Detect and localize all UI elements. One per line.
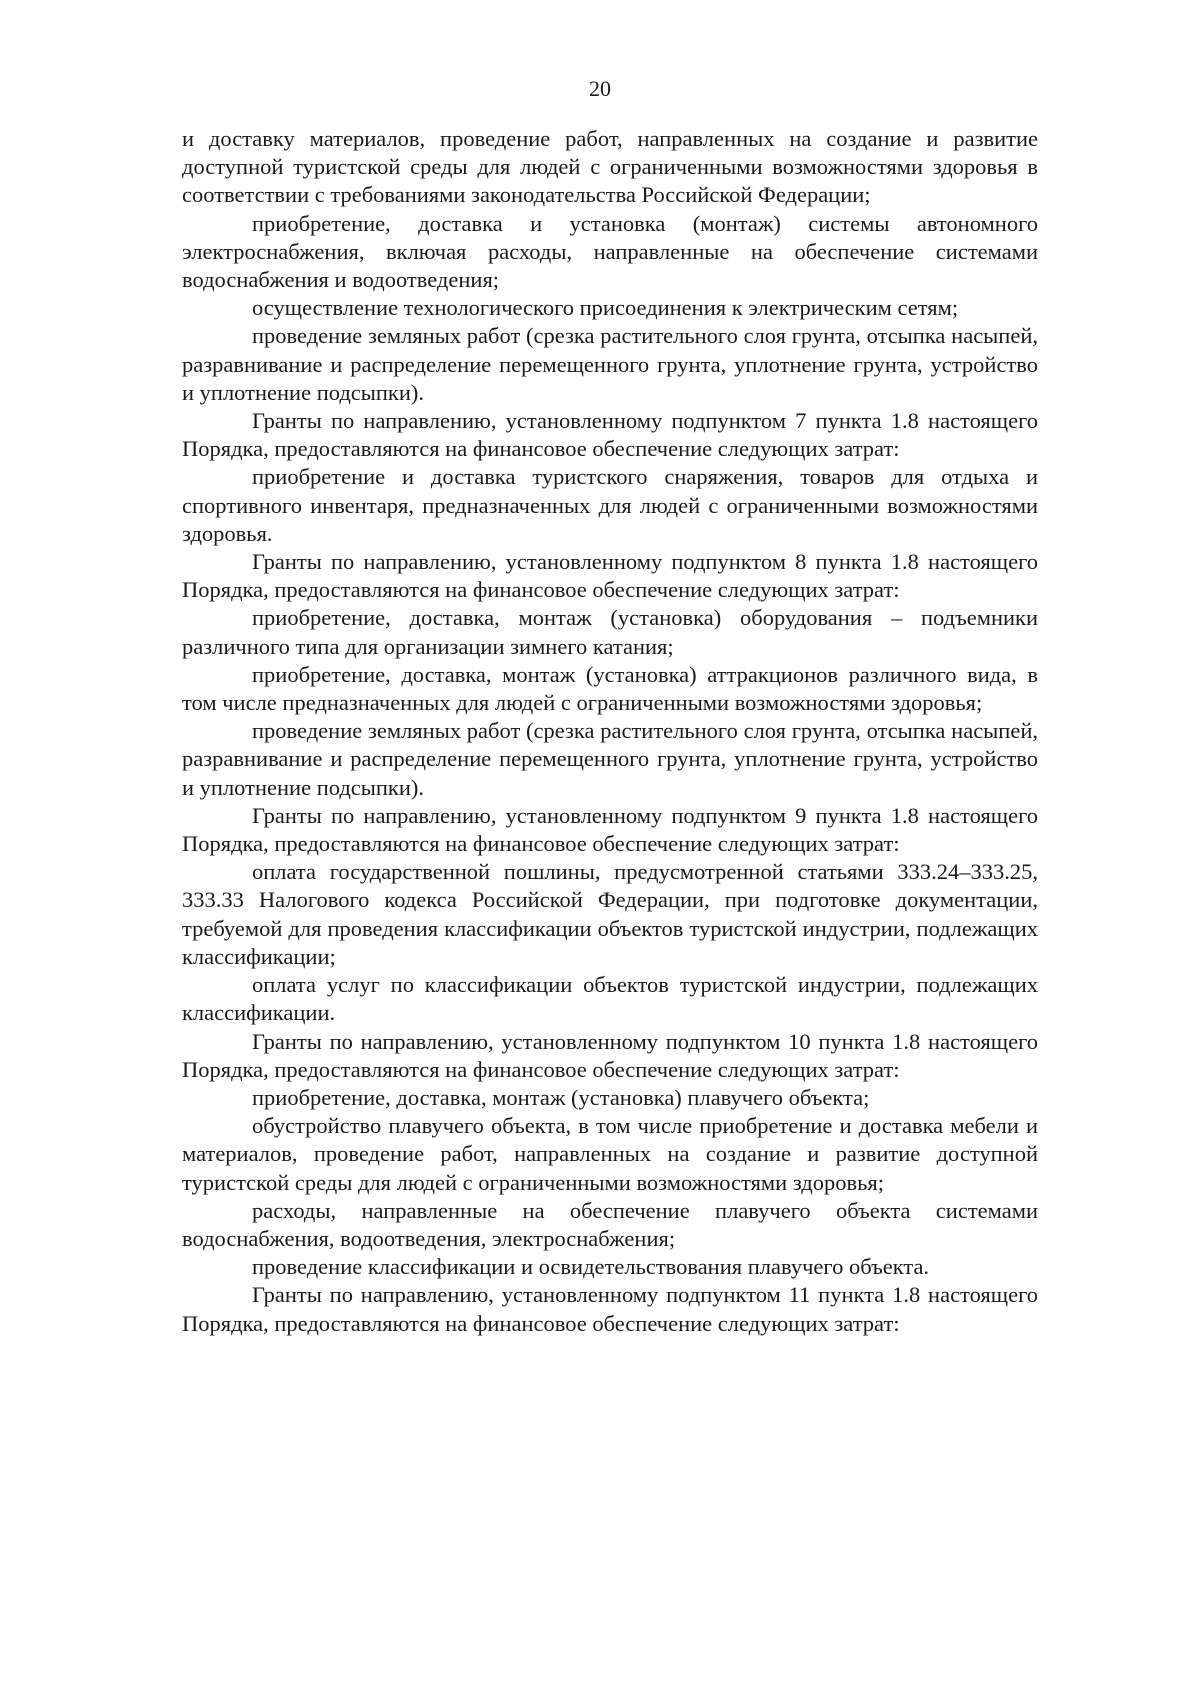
paragraph: приобретение, доставка и установка (монтаж) системы автономного электроснабжения, включая расходы, направленные на обеспечение системами водоснабжения и водоотведения; [182, 210, 1038, 293]
document-body [182, 125, 1038, 1338]
paragraph: приобретение, доставка, монтаж (установка) плавучего объекта; [252, 1084, 870, 1110]
paragraph: расходы, направленные на обеспечение плавучего объекта системами водоснабжения, водоотведения, электроснабжения; [182, 1197, 1038, 1251]
paragraph: Гранты по направлению, установленному подпунктом 9 пункта 1.8 настоящего Порядка, предоставляются на финансовое обеспечение следующих затрат: [182, 802, 1038, 857]
paragraph: Гранты по направлению, установленному подпунктом 7 пункта 1.8 настоящего Порядка, предоставляются на финансовое обеспечение следующих затрат: [182, 408, 1038, 462]
paragraph: проведение земляных работ (срезка растительного слоя грунта, отсыпка насыпей, разравнивание и распределение перемещенного грунта, уплотнение грунта, устройство и уплотнение подсыпки). [182, 718, 1038, 800]
paragraph: оплата государственной пошлины, предусмотренной статьями 333.24–333.25, 333.33 Налогового кодекса Российской Федерации, при подготовке документации, требуемой для проведения классификации объектов туристской индустрии, подлежащих классификации; [182, 859, 1038, 969]
paragraph: оплата услуг по классификации объектов туристской индустрии, подлежащих классификации. [182, 972, 1038, 1026]
paragraph: обустройство плавучего объекта, в том числе приобретение и доставка мебели и материалов, проведение работ, направленных на создание и развитие доступной туристской среды для людей с ограниченными возможностями здоровья; [182, 1113, 1038, 1195]
paragraph: приобретение, доставка, монтаж (установка) оборудования – подъемники различного типа для организации зимнего катания; [182, 605, 1038, 659]
paragraph: осуществление технологического присоединения к электрическим сетям; [252, 295, 959, 321]
page-number: 20 [589, 76, 611, 101]
paragraph: приобретение и доставка туристского снаряжения, товаров для отдыха и спортивного инвентаря, предназначенных для людей с ограниченными возможностями здоровья. [182, 464, 1038, 546]
paragraph: проведение земляных работ (срезка растительного слоя грунта, отсыпка насыпей, разравнивание и распределение перемещенного грунта, уплотнение грунта, устройство и уплотнение подсыпки). [182, 323, 1038, 405]
paragraph-continuation: и доставку материалов, проведение работ, направленных на создание и развитие доступной туристской среды для людей с ограниченными возможностями здоровья в соответствии с требованиями законодательства Российской Федерации; [182, 126, 1038, 208]
paragraph: Гранты по направлению, установленному подпунктом 8 пункта 1.8 настоящего Порядка, предоставляются на финансовое обеспечение следующих затрат: [182, 549, 1038, 603]
paragraph: приобретение, доставка, монтаж (установка) аттракционов различного вида, в том числе предназначенных для людей с ограниченными возможностями здоровья; [182, 661, 1038, 716]
paragraph: Гранты по направлению, установленному подпунктом 10 пункта 1.8 настоящего Порядка, предоставляются на финансовое обеспечение следующих затрат: [182, 1028, 1038, 1082]
paragraph: Гранты по направлению, установленному подпунктом 11 пункта 1.8 настоящего Порядка, предоставляются на финансовое обеспечение следующих затрат: [182, 1282, 1038, 1336]
paragraph: проведение классификации и освидетельствования плавучего объекта. [252, 1254, 930, 1280]
